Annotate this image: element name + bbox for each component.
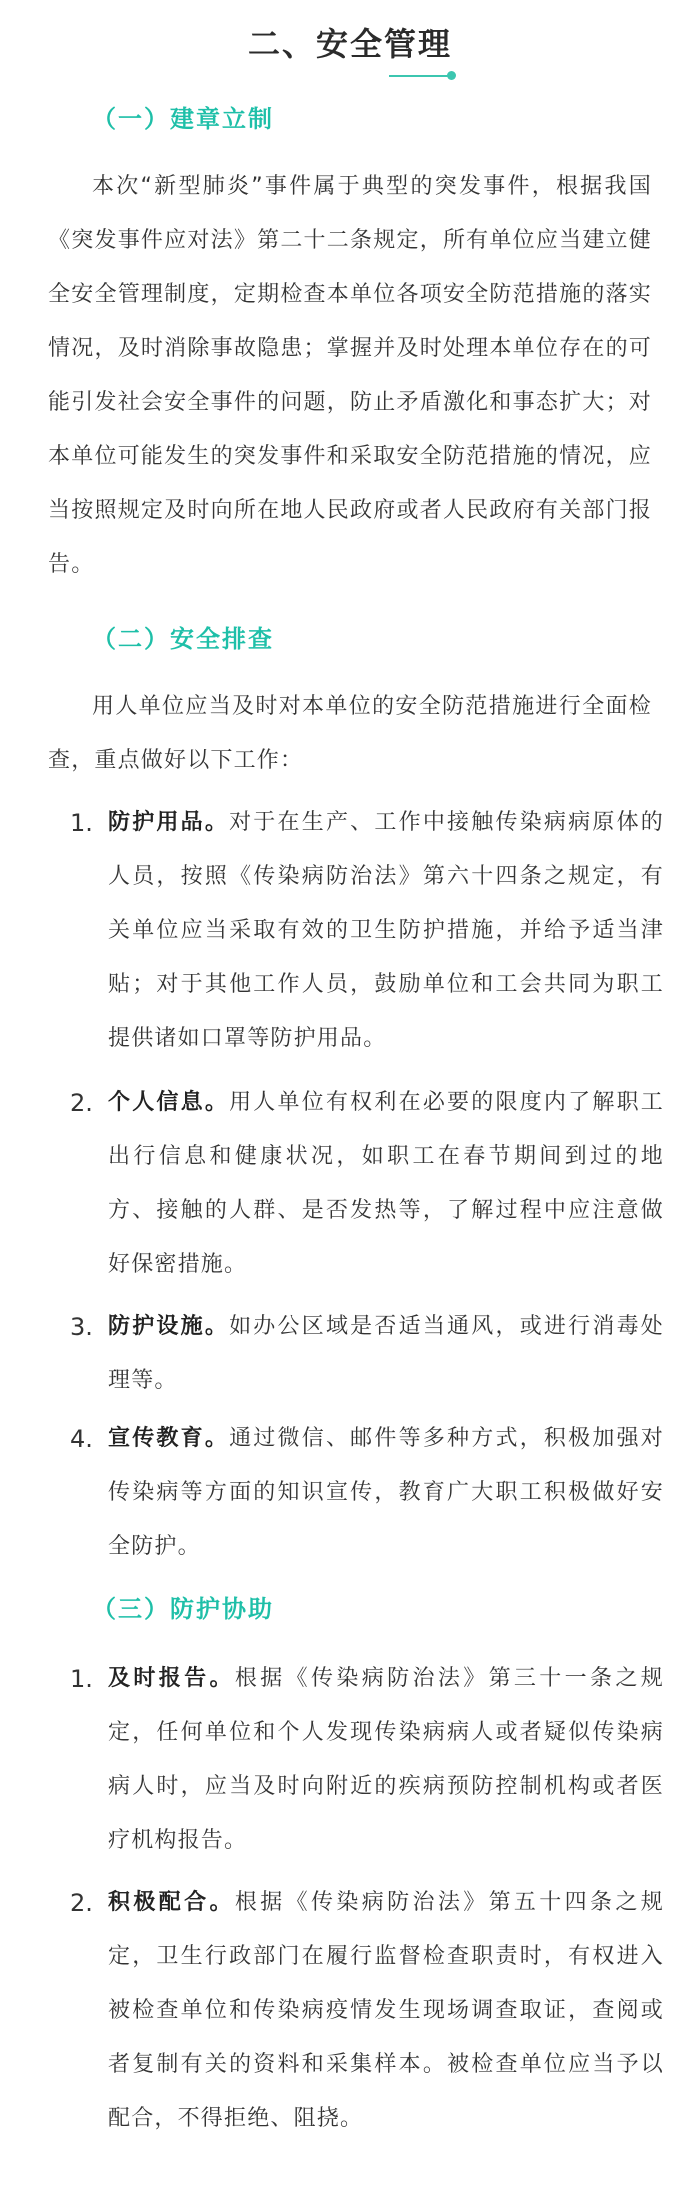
list-item-number: 2. bbox=[70, 1889, 93, 1917]
list-item-body bbox=[108, 1076, 664, 1292]
list-item-number: 2. bbox=[70, 1089, 93, 1117]
title-underline bbox=[389, 75, 451, 77]
list-item-text: 根据《传染病防治法》第三十一条之规定，任何单位和个人发现传染病病人或者疑似传染病病人时，应当及时向附近的疾病预防控制机构或者医疗机构报告。 bbox=[108, 1666, 664, 1853]
section-1-paragraph: 本次“新型肺炎”事件属于典型的突发事件，根据我国《突发事件应对法》第二十二条规定，所有单位应当建立健全安全管理制度，定期检查本单位各项安全防范措施的落实情况，及时消除事故隐患；掌握并及时处理本单位存在的可能引发社会安全事件的问题，防止矛盾激化和事态扩大；对本单位可能发生的突发事件和采取安全防范措施的情况，应当按照规定及时向所在地人民政府或者人民政府有关部门报告。 bbox=[48, 174, 652, 577]
list-item-text: 根据《传染病防治法》第五十四条之规定，卫生行政部门在履行监督检查职责时，有权进入被检查单位和传染病疫情发生现场调查取证，查阅或者复制有关的资料和采集样本。被检查单位应当予以配合，不得拒绝、阻挠。 bbox=[108, 1890, 664, 2131]
list-item-number: 3. bbox=[70, 1313, 93, 1341]
list-item-number: 1. bbox=[70, 1665, 93, 1693]
list-item-title: 防护设施。 bbox=[108, 1314, 230, 1339]
section-2-paragraph: 用人单位应当及时对本单位的安全防范措施进行全面检查，重点做好以下工作： bbox=[48, 694, 652, 773]
list-item-number: 4. bbox=[70, 1425, 93, 1453]
list-item-number: 1. bbox=[70, 809, 93, 837]
page-title: 二、安全管理 bbox=[247, 25, 452, 63]
list-item-text: 如办公区域是否适当通风，或进行消毒处理等。 bbox=[108, 1314, 664, 1393]
list-item-title: 积极配合。 bbox=[108, 1890, 235, 1915]
section-heading-3: （三）防护协助 bbox=[92, 1595, 274, 1623]
list-item-text: 对于在生产、工作中接触传染病病原体的人员，按照《传染病防治法》第六十四条之规定，有关单位应当采取有效的卫生防护措施，并给予适当津贴；对于其他工作人员，鼓励单位和工会共同为职工提供诸如口罩等防护用品。 bbox=[108, 810, 664, 1051]
list-item-body bbox=[108, 796, 664, 1066]
title-underline-dot bbox=[447, 71, 456, 80]
section-heading-1: （一）建章立制 bbox=[92, 105, 274, 133]
list-item-body bbox=[108, 1300, 664, 1408]
list-item-title: 个人信息。 bbox=[108, 1090, 230, 1115]
list-item-title: 及时报告。 bbox=[108, 1666, 235, 1691]
section-heading-2: （二）安全排查 bbox=[92, 625, 274, 653]
list-item-text: 通过微信、邮件等多种方式，积极加强对传染病等方面的知识宣传，教育广大职工积极做好安全防护。 bbox=[108, 1426, 664, 1559]
list-item-text: 用人单位有权利在必要的限度内了解职工出行信息和健康状况，如职工在春节期间到过的地方、接触的人群、是否发热等，了解过程中应注意做好保密措施。 bbox=[108, 1090, 664, 1277]
list-item-body bbox=[108, 1652, 664, 1868]
list-item-body bbox=[108, 1412, 664, 1574]
list-item-title: 防护用品。 bbox=[108, 810, 230, 835]
list-item-title: 宣传教育。 bbox=[108, 1426, 230, 1451]
list-item-body bbox=[108, 1876, 664, 2146]
